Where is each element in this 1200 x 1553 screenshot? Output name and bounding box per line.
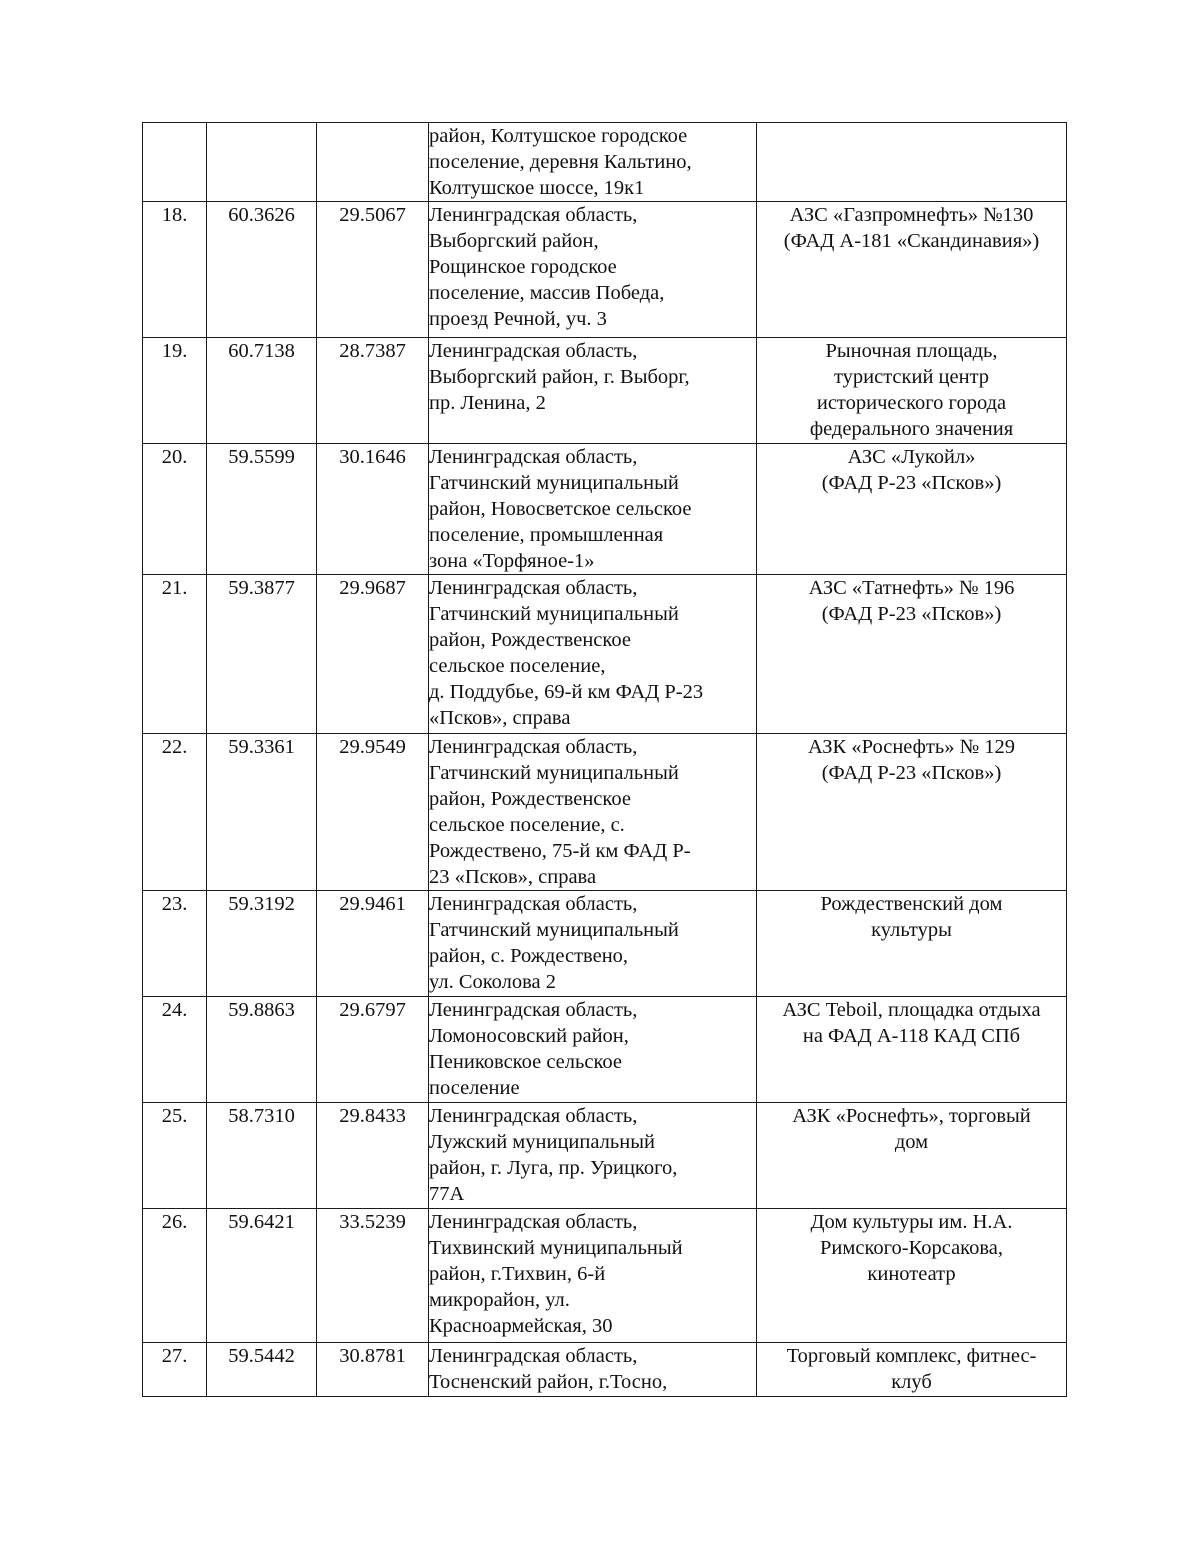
location-name-line: АЗК «Роснефть» № 129	[807, 736, 1016, 758]
address-line: Рощинское городское	[429, 256, 617, 278]
address-line: район, Рождественское	[429, 629, 631, 651]
location-name-line: Рождественский дом	[820, 893, 1003, 915]
address-line: сельское поселение,	[429, 655, 606, 677]
table-row	[143, 575, 1067, 734]
latitude-cell: 59.5442	[207, 1343, 317, 1397]
table-row	[143, 202, 1067, 338]
address-cell	[429, 1103, 757, 1209]
longitude-cell: 30.1646	[317, 444, 429, 575]
table-row	[143, 338, 1067, 444]
address-line: Гатчинский муниципальный	[429, 472, 679, 494]
row-number-cell: 22.	[143, 734, 207, 891]
address-line: Ленинградская область,	[429, 204, 638, 226]
longitude-cell	[317, 123, 429, 202]
location-name-cell	[757, 1343, 1067, 1397]
latitude-cell: 59.3361	[207, 734, 317, 891]
table-row	[143, 1103, 1067, 1209]
location-name-cell	[757, 1209, 1067, 1343]
address-line: проезд Речной, уч. 3	[429, 308, 607, 330]
address-line: Ленинградская область,	[429, 893, 638, 915]
address-line: Выборгский район,	[429, 230, 599, 252]
address-line: Ленинградская область,	[429, 577, 638, 599]
location-name-line: туристский центр	[833, 366, 990, 388]
row-number-cell: 18.	[143, 202, 207, 338]
location-name-line: (ФАД А-181 «Скандинавия»)	[783, 230, 1040, 252]
locations-table	[142, 122, 1067, 1397]
latitude-cell: 58.7310	[207, 1103, 317, 1209]
row-number-cell: 21.	[143, 575, 207, 734]
address-line: район, Колтушское городское	[429, 125, 688, 147]
address-line: Тихвинский муниципальный	[429, 1237, 683, 1259]
address-line: Пениковское сельское	[429, 1051, 622, 1073]
longitude-cell: 28.7387	[317, 338, 429, 444]
address-line: «Псков», справа	[429, 707, 571, 729]
address-line: Выборгский район, г. Выборг,	[429, 366, 690, 388]
address-line: район, Рождественское	[429, 788, 631, 810]
address-line: район, Новосветское сельское	[429, 498, 692, 520]
location-name-cell	[757, 1103, 1067, 1209]
address-line: Ленинградская область,	[429, 1105, 638, 1127]
location-name-line: АЗС Teboil, площадка отдыха	[782, 999, 1041, 1021]
table-body	[143, 123, 1067, 1397]
table-row	[143, 1209, 1067, 1343]
address-line: поселение, массив Победа,	[429, 282, 665, 304]
location-name-line: Римского-Корсакова,	[820, 1237, 1003, 1259]
address-line: Ленинградская область,	[429, 446, 638, 468]
location-name-line: АЗК «Роснефть», торговый	[792, 1105, 1031, 1127]
location-name-cell	[757, 997, 1067, 1103]
table-row	[143, 1343, 1067, 1397]
longitude-cell: 29.9549	[317, 734, 429, 891]
location-name-line: клуб	[891, 1371, 932, 1393]
location-name-line: исторического города	[816, 392, 1007, 414]
latitude-cell: 60.3626	[207, 202, 317, 338]
longitude-cell: 29.6797	[317, 997, 429, 1103]
address-line: Лужский муниципальный	[429, 1131, 655, 1153]
location-name-cell	[757, 444, 1067, 575]
row-number-cell	[143, 123, 207, 202]
table-row	[143, 444, 1067, 575]
address-line: Гатчинский муниципальный	[429, 762, 679, 784]
latitude-cell	[207, 123, 317, 202]
latitude-cell: 59.5599	[207, 444, 317, 575]
address-cell	[429, 123, 757, 202]
address-line: д. Поддубье, 69-й км ФАД Р-23	[429, 681, 704, 703]
row-number-cell: 26.	[143, 1209, 207, 1343]
location-name-line: (ФАД Р-23 «Псков»)	[821, 603, 1002, 625]
row-number-cell: 20.	[143, 444, 207, 575]
address-line: Красноармейская, 30	[429, 1315, 613, 1337]
table-row	[143, 123, 1067, 202]
location-name-cell	[757, 891, 1067, 997]
address-line: сельское поселение, с.	[429, 814, 625, 836]
latitude-cell: 60.7138	[207, 338, 317, 444]
location-name-cell	[757, 734, 1067, 891]
address-line: 23 «Псков», справа	[429, 866, 597, 888]
row-number-cell: 24.	[143, 997, 207, 1103]
address-line: Гатчинский муниципальный	[429, 919, 679, 941]
location-name-line: Дом культуры им. Н.А.	[810, 1211, 1013, 1233]
address-line: район, с. Рождествено,	[429, 945, 629, 967]
address-line: Ломоносовский район,	[429, 1025, 629, 1047]
table-row	[143, 891, 1067, 997]
address-line: пр. Ленина, 2	[429, 392, 546, 414]
longitude-cell: 33.5239	[317, 1209, 429, 1343]
location-name-line: дом	[894, 1131, 929, 1153]
longitude-cell: 29.9687	[317, 575, 429, 734]
row-number-cell: 25.	[143, 1103, 207, 1209]
address-line: Ленинградская область,	[429, 1345, 638, 1367]
address-cell	[429, 734, 757, 891]
address-line: район, г.Тихвин, 6-й	[429, 1263, 606, 1285]
latitude-cell: 59.3192	[207, 891, 317, 997]
address-line: Ленинградская область,	[429, 1211, 638, 1233]
location-name-cell	[757, 338, 1067, 444]
location-name-line: на ФАД А-118 КАД СПб	[802, 1025, 1021, 1047]
address-line: Ленинградская область,	[429, 736, 638, 758]
address-cell	[429, 1343, 757, 1397]
address-cell	[429, 891, 757, 997]
longitude-cell: 30.8781	[317, 1343, 429, 1397]
address-line: Рождествено, 75-й км ФАД Р-	[429, 840, 691, 862]
location-name-line: АЗС «Газпромнефть» №130	[789, 204, 1034, 226]
latitude-cell: 59.3877	[207, 575, 317, 734]
location-name-line: кинотеатр	[867, 1263, 956, 1285]
latitude-cell: 59.8863	[207, 997, 317, 1103]
longitude-cell: 29.8433	[317, 1103, 429, 1209]
location-name-line: (ФАД Р-23 «Псков»)	[821, 472, 1002, 494]
location-name-line: Торговый комплекс, фитнес-	[786, 1345, 1037, 1367]
address-line: Гатчинский муниципальный	[429, 603, 679, 625]
address-line: зона «Торфяное-1»	[429, 550, 595, 572]
location-name-line: АЗС «Лукойл»	[847, 446, 976, 468]
longitude-cell: 29.5067	[317, 202, 429, 338]
address-line: микрорайон, ул.	[429, 1289, 570, 1311]
table-row	[143, 997, 1067, 1103]
address-line: Ленинградская область,	[429, 999, 638, 1021]
address-cell	[429, 338, 757, 444]
address-line: Тосненский район, г.Тосно,	[429, 1371, 668, 1393]
location-name-cell	[757, 123, 1067, 202]
address-cell	[429, 444, 757, 575]
address-cell	[429, 997, 757, 1103]
row-number-cell: 19.	[143, 338, 207, 444]
location-name-line: Рыночная площадь,	[825, 340, 998, 362]
longitude-cell: 29.9461	[317, 891, 429, 997]
address-line: поселение	[429, 1077, 520, 1099]
table-row	[143, 734, 1067, 891]
location-name-cell	[757, 575, 1067, 734]
location-name-cell	[757, 202, 1067, 338]
location-name-line: АЗС «Татнефть» № 196	[808, 577, 1015, 599]
row-number-cell: 23.	[143, 891, 207, 997]
row-number-cell: 27.	[143, 1343, 207, 1397]
address-line: Колтушское шоссе, 19к1	[429, 177, 645, 199]
location-name-line: (ФАД Р-23 «Псков»)	[821, 762, 1002, 784]
address-line: район, г. Луга, пр. Урицкого,	[429, 1157, 678, 1179]
latitude-cell: 59.6421	[207, 1209, 317, 1343]
address-line: Ленинградская область,	[429, 340, 638, 362]
location-name-line: культуры	[871, 919, 952, 941]
address-line: поселение, промышленная	[429, 524, 664, 546]
address-cell	[429, 575, 757, 734]
location-name-line: федерального значения	[809, 418, 1014, 440]
address-cell	[429, 202, 757, 338]
address-cell	[429, 1209, 757, 1343]
address-line: 77А	[429, 1183, 465, 1205]
address-line: ул. Соколова 2	[429, 971, 557, 993]
address-line: поселение, деревня Кальтино,	[429, 151, 692, 173]
